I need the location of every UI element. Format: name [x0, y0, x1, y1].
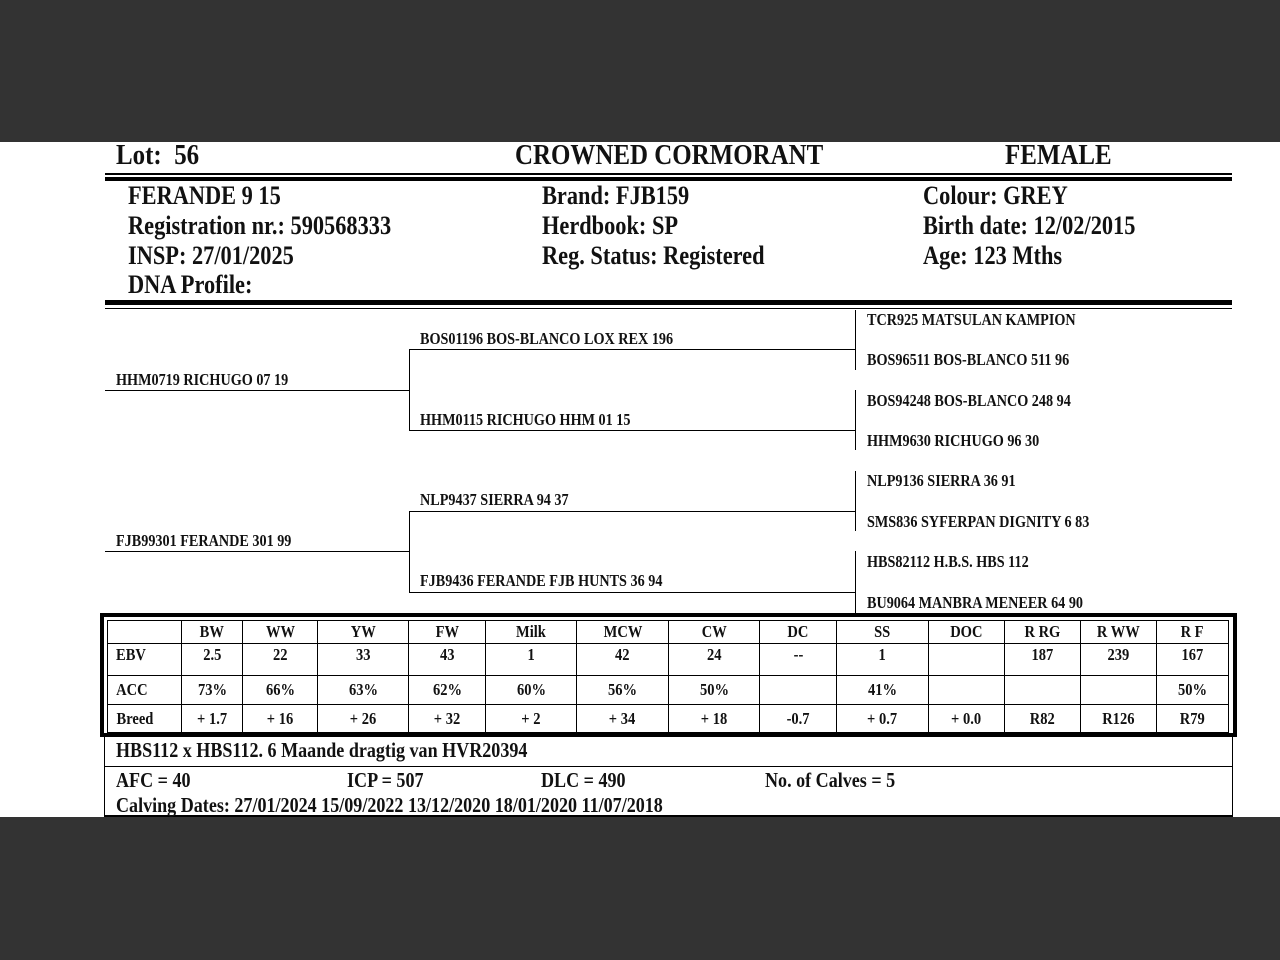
- ebv-cell: R79: [1157, 705, 1229, 733]
- ebv-cell: + 0.0: [929, 705, 1005, 733]
- ebv-row-label: EBV: [108, 644, 182, 676]
- ebv-cell: --: [760, 644, 837, 676]
- info-rule-thick: [105, 300, 1232, 305]
- ebv-row-label: ACC: [108, 676, 182, 705]
- ebv-cell: 187: [1005, 644, 1081, 676]
- ebv-table: [107, 620, 1229, 733]
- ebv-cell: 167: [1157, 644, 1229, 676]
- catalogue-sheet: [0, 142, 1280, 817]
- registration-number: Registration nr.: 590568333: [128, 211, 392, 240]
- pedigree-sire: HHM0719 RICHUGO 07 19: [116, 370, 289, 389]
- pedigree-dam-dam: FJB9436 FERANDE FJB HUNTS 36 94: [420, 571, 663, 590]
- sire-line: [105, 390, 409, 391]
- ebv-header-cell: BW: [182, 621, 243, 644]
- ebv-cell: 33: [318, 644, 409, 676]
- ebv-cell: [760, 676, 837, 705]
- ebv-cell: 1: [486, 644, 577, 676]
- pedigree-gg-2: BOS96511 BOS-BLANCO 511 96: [867, 350, 1070, 369]
- ebv-header-cell: [108, 621, 182, 644]
- ebv-cell: + 16: [243, 705, 318, 733]
- ebv-cell: R82: [1005, 705, 1081, 733]
- ebv-cell: + 1.7: [182, 705, 243, 733]
- animal-name: FERANDE 9 15: [128, 181, 281, 210]
- footer-divider: [104, 766, 1233, 767]
- ebv-cell: 56%: [577, 676, 669, 705]
- pedigree-gg-8: BU9064 MANBRA MENEER 64 90: [867, 593, 1084, 612]
- ebv-cell: 41%: [837, 676, 929, 705]
- ebv-cell: + 0.7: [837, 705, 929, 733]
- pedigree-sire-dam: HHM0115 RICHUGO HHM 01 15: [420, 410, 631, 429]
- sex-label: FEMALE: [1005, 142, 1112, 171]
- ebv-header-cell: R RG: [1005, 621, 1081, 644]
- ebv-cell: + 32: [409, 705, 486, 733]
- ebv-header-cell: YW: [318, 621, 409, 644]
- ebv-cell: 22: [243, 644, 318, 676]
- dna-profile: DNA Profile:: [128, 270, 253, 299]
- gg-bracket-2: [855, 390, 856, 450]
- gg-bracket-1: [855, 310, 856, 370]
- pedigree-gg-7: HBS82112 H.B.S. HBS 112: [867, 552, 1029, 571]
- ebv-cell: 63%: [318, 676, 409, 705]
- pedigree-gg-1: TCR925 MATSULAN KAMPION: [867, 310, 1076, 329]
- ebv-cell: 62%: [409, 676, 486, 705]
- ebv-header-cell: DC: [760, 621, 837, 644]
- dam-line: [105, 551, 409, 552]
- ebv-cell: [1081, 676, 1157, 705]
- reg-status: Reg. Status: Registered: [542, 241, 765, 270]
- sire-bracket: [409, 350, 410, 431]
- pedigree-gg-6: SMS836 SYFERPAN DIGNITY 6 83: [867, 512, 1090, 531]
- brand: Brand: FJB159: [542, 181, 690, 210]
- birth-date: Birth date: 12/02/2015: [923, 211, 1136, 240]
- ebv-header-cell: R WW: [1081, 621, 1157, 644]
- ds-line: [409, 511, 855, 512]
- pedigree-gg-3: BOS94248 BOS-BLANCO 248 94: [867, 391, 1071, 410]
- sd-line: [409, 430, 855, 431]
- ebv-cell: 239: [1081, 644, 1157, 676]
- ebv-header-cell: WW: [243, 621, 318, 644]
- ebv-cell: R126: [1081, 705, 1157, 733]
- dd-line: [409, 592, 855, 593]
- ss-line: [409, 349, 855, 350]
- header-rule-thin: [105, 173, 1232, 175]
- ebv-header-cell: FW: [409, 621, 486, 644]
- ebv-cell: [1005, 676, 1081, 705]
- gg-bracket-3: [855, 471, 856, 531]
- ebv-row-label: Breed: [108, 705, 182, 733]
- ebv-header-cell: CW: [669, 621, 760, 644]
- calving-dates: Calving Dates: 27/01/2024 15/09/2022 13/12/2020 18/01/2020 11/07/2018: [116, 793, 663, 817]
- pedigree-gg-4: HHM9630 RICHUGO 96 30: [867, 431, 1040, 450]
- breed-row: [108, 705, 1229, 733]
- info-rule-thin: [105, 308, 1232, 309]
- ebv-cell: 43: [409, 644, 486, 676]
- acc-row: [108, 676, 1229, 705]
- ebv-cell: 66%: [243, 676, 318, 705]
- herdbook: Herdbook: SP: [542, 211, 679, 240]
- ebv-cell: [929, 676, 1005, 705]
- ebv-cell: + 26: [318, 705, 409, 733]
- icp-value: ICP = 507: [347, 768, 424, 792]
- ebv-cell: 50%: [1157, 676, 1229, 705]
- ebv-row: [108, 644, 1229, 676]
- dlc-value: DLC = 490: [541, 768, 626, 792]
- pedigree-dam-sire: NLP9437 SIERRA 94 37: [420, 490, 569, 509]
- ebv-header-cell: DOC: [929, 621, 1005, 644]
- ebv-cell: + 34: [577, 705, 669, 733]
- ebv-header-cell: MCW: [577, 621, 669, 644]
- mating-note: HBS112 x HBS112. 6 Maande dragtig van HVR20394: [116, 738, 528, 762]
- age: Age: 123 Mths: [923, 241, 1063, 270]
- ebv-cell: [929, 644, 1005, 676]
- pedigree-sire-sire: BOS01196 BOS-BLANCO LOX REX 196: [420, 329, 674, 348]
- ebv-cell: -0.7: [760, 705, 837, 733]
- gg-bracket-4: [855, 551, 856, 613]
- afc-value: AFC = 40: [116, 768, 191, 792]
- breed-title: CROWNED CORMORANT: [515, 142, 824, 171]
- pedigree-dam: FJB99301 FERANDE 301 99: [116, 531, 292, 550]
- ebv-cell: 73%: [182, 676, 243, 705]
- colour: Colour: GREY: [923, 181, 1068, 210]
- ebv-cell: 24: [669, 644, 760, 676]
- ebv-cell: 50%: [669, 676, 760, 705]
- ebv-header-row: [108, 621, 1229, 644]
- ebv-cell: 1: [837, 644, 929, 676]
- ebv-cell: + 2: [486, 705, 577, 733]
- ebv-cell: 60%: [486, 676, 577, 705]
- ebv-cell: + 18: [669, 705, 760, 733]
- ebv-header-cell: Milk: [486, 621, 577, 644]
- ebv-header-cell: R F: [1157, 621, 1229, 644]
- ebv-cell: 42: [577, 644, 669, 676]
- lot-label: Lot: 56: [116, 142, 199, 170]
- ebv-header-cell: SS: [837, 621, 929, 644]
- dam-bracket: [409, 511, 410, 593]
- lot-number: 56: [174, 142, 200, 171]
- calves-count: No. of Calves = 5: [765, 768, 896, 792]
- pedigree-gg-5: NLP9136 SIERRA 36 91: [867, 471, 1016, 490]
- ebv-cell: 2.5: [182, 644, 243, 676]
- insp-date: INSP: 27/01/2025: [128, 241, 294, 270]
